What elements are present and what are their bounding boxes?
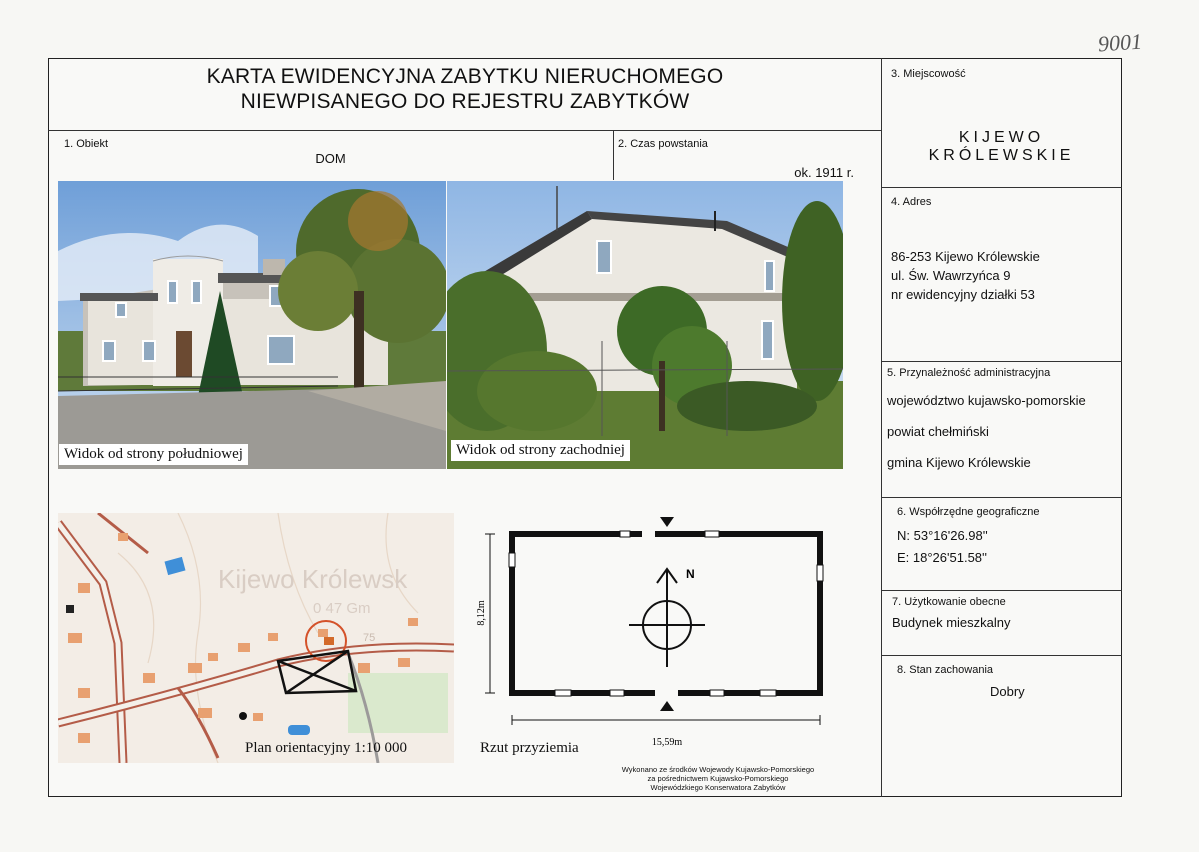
- miejscowosc-value-line2: KRÓLEWSKIE: [928, 147, 1075, 164]
- divider-adres-bottom: [881, 361, 1122, 362]
- divider-przynaleznosc-bottom: [881, 497, 1122, 498]
- wspolrzedne-e: E: 18°26'51.58'': [897, 550, 987, 565]
- adres-line3: nr ewidencyjny działki 53: [891, 287, 1035, 302]
- miejscowosc-label: 3. Miejscowość: [891, 68, 966, 80]
- floor-plan-drawing: [460, 513, 845, 763]
- divider-uzytkowanie-bottom: [881, 655, 1122, 656]
- divider-miejscowosc-bottom: [881, 187, 1122, 188]
- orientation-map-illustration: [58, 513, 454, 763]
- photo-west-caption: Widok od strony zachodniej: [451, 440, 630, 461]
- photo-south-view: [58, 181, 446, 469]
- map-place-name: Kijewo Królewsk: [218, 564, 408, 594]
- funding-note-line2: za pośrednictwem Kujawsko-Pomorskiego: [647, 774, 789, 783]
- house-south-photo-illustration: [58, 181, 446, 469]
- przynaleznosc-line3: gmina Kijewo Królewskie: [887, 455, 1031, 470]
- obiekt-label: 1. Obiekt: [64, 138, 109, 150]
- czas-value: ok. 1911 r.: [794, 165, 854, 180]
- uzytkowanie-value: Budynek mieszkalny: [892, 615, 1011, 630]
- map-number-label: 75: [363, 632, 376, 644]
- wspolrzedne-n: N: 53°16'26.98'': [897, 528, 988, 543]
- stan-value: Dobry: [990, 684, 1025, 699]
- card-title-line1: KARTA EWIDENCYJNA ZABYTKU NIERUCHOMEGO: [206, 65, 724, 88]
- orientation-map: [58, 513, 454, 763]
- map-sub-label: 0 47 Gm: [313, 600, 371, 617]
- photo-west-view: [447, 181, 843, 469]
- obiekt-value: DOM: [315, 151, 346, 166]
- miejscowosc-value-line1: KIJEWO: [958, 129, 1045, 146]
- przynaleznosc-line2: powiat chełmiński: [887, 424, 989, 439]
- przynaleznosc-line1: województwo kujawsko-pomorskie: [887, 393, 1086, 408]
- wspolrzedne-label: 6. Współrzędne geograficzne: [897, 506, 1040, 518]
- adres-line2: ul. Św. Wawrzyńca 9: [891, 268, 1011, 283]
- funding-note-line1: Wykonano ze środków Wojewody Kujawsko-Pomorskiego: [621, 765, 815, 774]
- north-label: N: [686, 567, 695, 581]
- stan-label: 8. Stan zachowania: [897, 664, 994, 676]
- width-dimension-label: 15,59m: [651, 737, 683, 748]
- height-dimension-label: 8,12m: [476, 600, 487, 626]
- house-west-photo-illustration: [447, 181, 843, 469]
- document-number: 9001: [1097, 28, 1143, 57]
- divider-title-bottom: [48, 130, 882, 131]
- floor-plan-caption: Rzut przyziemia: [480, 740, 579, 756]
- divider-wspolrzedne-bottom: [881, 590, 1122, 591]
- adres-line1: 86-253 Kijewo Królewskie: [891, 249, 1040, 264]
- photo-south-caption: Widok od strony południowej: [59, 444, 248, 465]
- map-caption: Plan orientacyjny 1:10 000: [245, 740, 408, 756]
- card-title: [48, 64, 882, 114]
- czas-label: 2. Czas powstania: [618, 138, 708, 150]
- floor-plan: [460, 513, 845, 763]
- funding-note: [598, 765, 838, 792]
- card-title-line2: NIEWPISANEGO DO REJESTRU ZABYTKÓW: [240, 90, 690, 113]
- funding-note-line3: Wojewódzkiego Konserwatora Zabytków: [650, 783, 786, 792]
- adres-label: 4. Adres: [891, 196, 932, 208]
- przynaleznosc-label: 5. Przynależność administracyjna: [887, 367, 1051, 379]
- uzytkowanie-label: 7. Użytkowanie obecne: [892, 596, 1006, 608]
- divider-vertical-main: [881, 58, 882, 797]
